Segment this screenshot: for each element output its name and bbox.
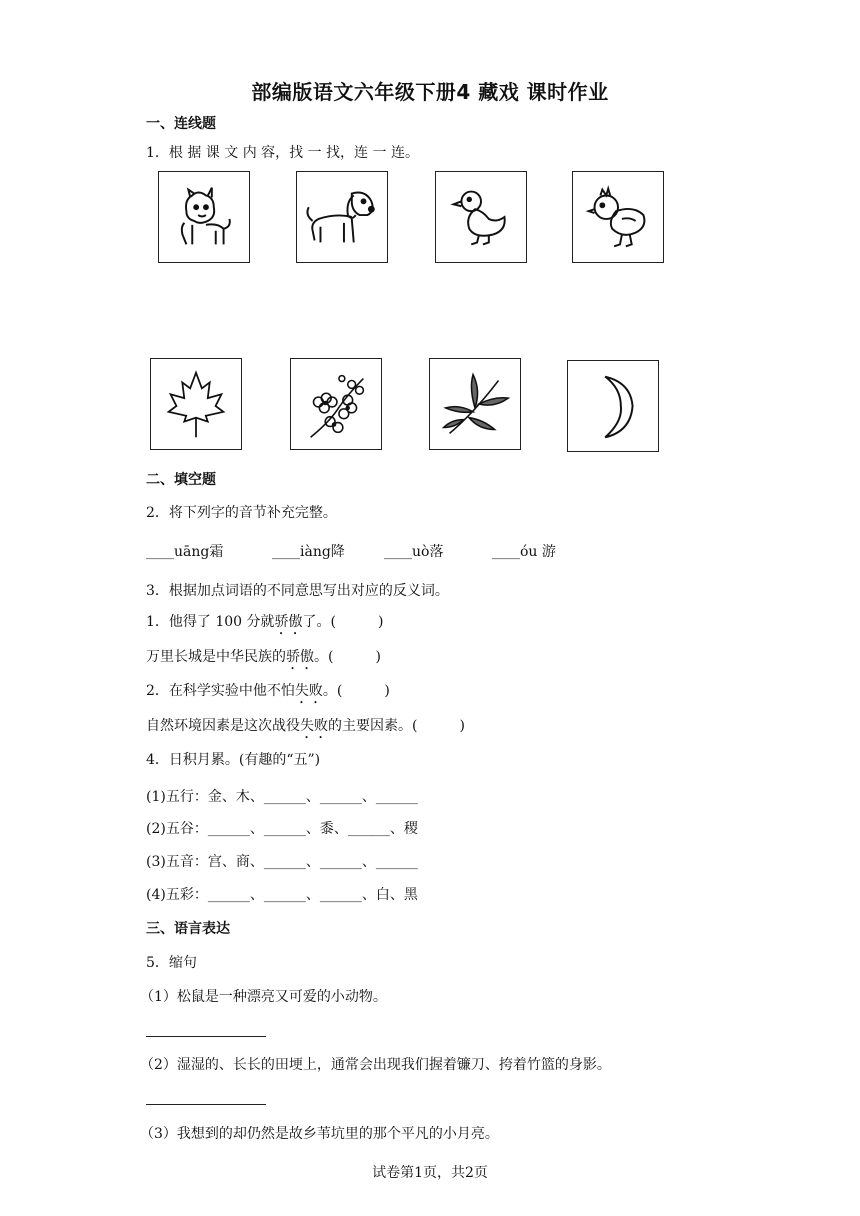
question-4-item-4: (4)五彩：______、______、______、白、黑 [146, 887, 418, 903]
bamboo-icon [429, 358, 521, 450]
question-3-2a [146, 680, 390, 707]
section-heading-2: 二、填空题 [146, 472, 216, 488]
question-4-item-1: (1)五行：金、木、______、______、______ [146, 789, 418, 805]
question-3-2b [146, 715, 465, 742]
pinyin-item-4: ____óu 游 [492, 544, 556, 560]
question-3: 3．根据加点词语的不同意思写出对应的反义词。 [146, 583, 449, 599]
question-4: 4．日积月累。(有趣的“五”) [146, 752, 321, 768]
text: 万里长城是中华民族的 [146, 649, 286, 665]
question-3-1b [146, 646, 381, 673]
chick-icon [572, 171, 664, 263]
question-1: 1．根 据 课 文 内 容，找 一 找，连 一 连。 [146, 145, 419, 161]
answer-line-1[interactable] [146, 1036, 266, 1037]
question-4-item-2: (2)五谷：______、______、黍、______、稷 [146, 821, 418, 837]
maple-leaf-icon [150, 358, 242, 450]
dotted-word: 失败 [294, 683, 323, 699]
pony-icon [158, 171, 250, 263]
section-heading-3: 三、语言表达 [146, 921, 230, 937]
page-footer: 试卷第1页，共2页 [372, 1165, 488, 1181]
text: 。( ) [322, 683, 390, 699]
dotted-word: 失败 [300, 718, 328, 734]
pinyin-item-3: ____uò落 [384, 544, 444, 560]
section-heading-1: 一、连线题 [146, 116, 216, 132]
question-5: 5．缩句 [146, 955, 197, 971]
question-5-item-3: （3）我想到的却仍然是故乡苇坑里的那个平凡的小月亮。 [140, 1126, 499, 1142]
text: 了。( ) [302, 614, 384, 630]
crescent-moon-icon [567, 360, 659, 452]
text: 。( ) [314, 649, 381, 665]
plum-blossom-icon [290, 358, 382, 450]
puppy-icon [296, 171, 388, 263]
text: 2．在科学实验中他不怕 [146, 683, 295, 699]
pinyin-item-1: ____uāng霜 [146, 544, 224, 560]
question-3-1a [146, 611, 383, 638]
question-2: 2．将下列字的音节补充完整。 [146, 505, 337, 521]
duckling-icon [435, 171, 527, 263]
pinyin-item-2: ____iàng降 [272, 544, 345, 560]
dotted-word: 骄傲 [286, 649, 314, 665]
text: 自然环境因素是这次战役 [146, 718, 300, 734]
answer-line-2[interactable] [146, 1104, 266, 1105]
question-5-item-1: （1）松鼠是一种漂亮又可爱的小动物。 [140, 989, 387, 1005]
question-5-item-2: （2）湿湿的、长长的田埂上，通常会出现我们握着镰刀、挎着竹篮的身影。 [140, 1057, 611, 1073]
text: 的主要因素。( ) [328, 718, 465, 734]
page-title: 部编版语文六年级下册4 藏戏 课时作业 [251, 80, 609, 104]
question-4-item-3: (3)五音：宫、商、______、______、______ [146, 854, 418, 870]
dotted-word: 骄傲 [274, 614, 303, 630]
text: 1．他得了 100 分就 [146, 614, 275, 630]
